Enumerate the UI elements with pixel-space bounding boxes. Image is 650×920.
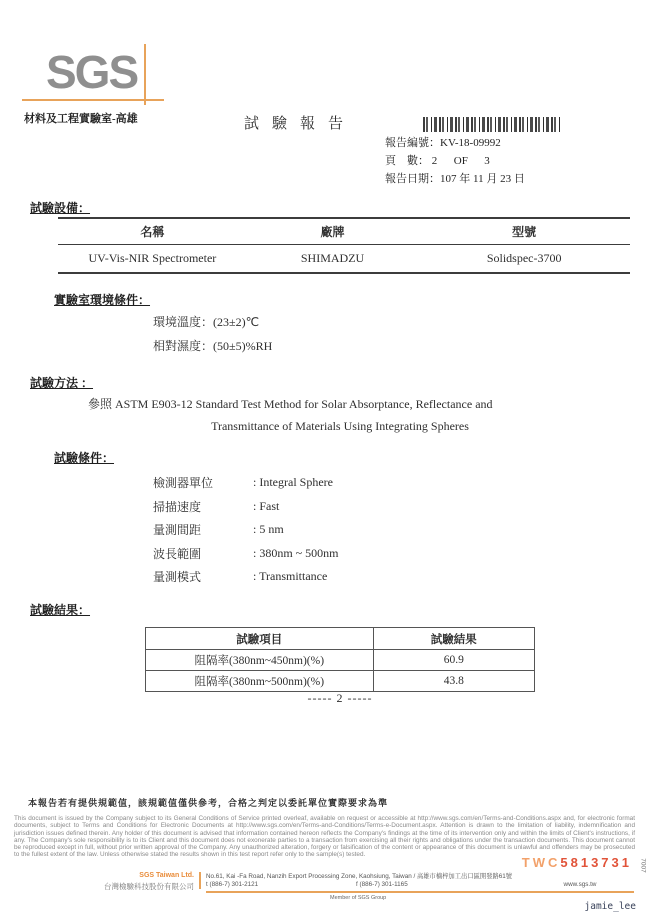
method-line-1: 參照 ASTM E903-12 Standard Test Method for Solar Absorptance, Reflectance and [88, 397, 493, 411]
list-item [153, 495, 339, 519]
report-info-block [385, 117, 625, 186]
logo-vertical-line [144, 44, 146, 105]
condition-label: 量測模式 [153, 570, 202, 585]
list-item [153, 518, 339, 542]
company-fax: f (886-7) 301-1165 [356, 881, 408, 888]
page-title: 試驗報告 [244, 116, 357, 132]
member-of-sgs-group: Member of SGS Group [330, 895, 387, 901]
result-value: 43.8 [373, 671, 534, 692]
condition-label: 掃描速度 [153, 499, 202, 514]
equipment-col-brand: 廠牌 [247, 218, 419, 245]
company-contacts [206, 881, 634, 888]
section-label-conditions: 試驗條件： [54, 451, 115, 465]
list-item [153, 471, 339, 495]
result-item: 阻隔率(380nm~500nm)(%) [146, 671, 374, 692]
results-header-row [146, 628, 535, 650]
condition-value: : 5 nm [253, 522, 284, 537]
result-item: 阻隔率(380nm~450nm)(%) [146, 650, 374, 671]
sgs-logo: SGS [46, 46, 138, 98]
serial-prefix: TWC [521, 855, 561, 870]
environment-conditions [153, 310, 272, 358]
equipment-header-row [58, 218, 630, 245]
company-telephone: t (886-7) 301-2121 [206, 881, 259, 888]
environment-temperature: 環境溫度：(23±2)℃ [153, 315, 260, 329]
company-address: No.61, Kai -Fa Road, Nanzih Export Processing Zone, Kaohsiung, Taiwan / 高雄市楠梓加工出口區開發路61號 [206, 873, 513, 880]
serial-number: 5813731 [560, 855, 632, 870]
section-label-equipment: 試驗設備： [30, 201, 91, 215]
barcode [423, 117, 561, 132]
results-col-value: 試驗結果 [373, 628, 534, 650]
signature-watermark: jamie_lee [584, 901, 636, 912]
results-table [145, 627, 535, 692]
section-label-results: 試驗結果： [30, 603, 91, 617]
logo-horizontal-line [22, 99, 164, 101]
report-number: 報告編號：KV-18-09992 [385, 137, 501, 149]
equipment-name: UV-Vis-NIR Spectrometer [58, 245, 247, 274]
condition-label: 檢測器單位 [153, 476, 214, 491]
table-row [146, 650, 535, 671]
lab-name: 材料及工程實驗室-高雄 [24, 113, 138, 125]
conditions-list [153, 471, 339, 589]
condition-value: : Fast [253, 498, 280, 513]
report-date: 報告日期：107 年 11 月 23 日 [385, 173, 525, 185]
company-name-en: SGS Taiwan Ltd. [139, 872, 194, 879]
page-number-marker: ----- 2 ----- [307, 691, 373, 705]
list-item [153, 565, 339, 589]
side-print-code: 7007 [639, 858, 647, 873]
section-label-method: 試驗方法 ： [30, 376, 94, 390]
results-col-item: 試驗項目 [146, 628, 374, 650]
method-line-2: Transmittance of Materials Using Integrating Spheres [211, 419, 469, 433]
equipment-model: Solidspec-3700 [418, 245, 630, 274]
condition-label: 波長範圍 [153, 546, 202, 561]
footer-divider-line [199, 872, 201, 889]
condition-value: : 380nm ~ 500nm [253, 545, 339, 560]
equipment-col-model: 型號 [418, 218, 630, 245]
footer-orange-rule [206, 891, 634, 893]
list-item [153, 542, 339, 566]
equipment-table [58, 217, 630, 274]
footer-chinese-note: 本報告若有提供規範值，該規範值僅供參考，合格之判定以委託單位實際要求為準 [28, 798, 389, 808]
table-row [146, 671, 535, 692]
condition-value: : Transmittance [253, 569, 328, 584]
company-name-zh: 台灣檢驗科技股份有限公司 [104, 882, 194, 891]
legal-disclaimer: This document is issued by the Company subject to its General Conditions of Service printed overleaf, available on request or accessible at http://www.sgs.com/en/Terms-and-Conditions.aspx and, for electronic format documents, subject to Terms and Conditions for Electronic Documents at http://www.sgs.com/en/Terms-and-Conditions/Terms-e-Document.aspx. Attention is drawn to the limitation of liability, indemnification and jurisdiction issues defined therein. Any holder of this document is advised that information contained hereon reflects the Company's findings at the time of its intervention only and within the limits of Client's instructions, if any. The Company's sole responsibility is to its Client and this document does not exonerate parties to a transaction from exercising all their rights and obligations under the transaction documents. This document cannot be reproduced except in full, without prior written approval of the Company. Any unauthorized alteration, forgery or falsification of the content or appearance of this document is unlawful and offenders may be prosecuted to the fullest extent of the law. Unless otherwise stated the results shown in this test report refer only to the sample(s) tested. [14, 815, 635, 859]
section-label-environment: 實驗室環境條件： [54, 293, 151, 307]
condition-value: : Integral Sphere [253, 475, 333, 490]
equipment-col-name: 名稱 [58, 218, 247, 245]
result-value: 60.9 [373, 650, 534, 671]
table-row [58, 245, 630, 274]
equipment-brand: SHIMADZU [247, 245, 419, 274]
company-website: www.sgs.tw [563, 881, 597, 888]
page-count: 頁 數： 2 OF 3 [385, 155, 490, 167]
condition-label: 量測間距 [153, 523, 202, 538]
report-serial-stamp [522, 855, 632, 870]
environment-humidity: 相對濕度：(50±5)%RH [153, 339, 273, 353]
